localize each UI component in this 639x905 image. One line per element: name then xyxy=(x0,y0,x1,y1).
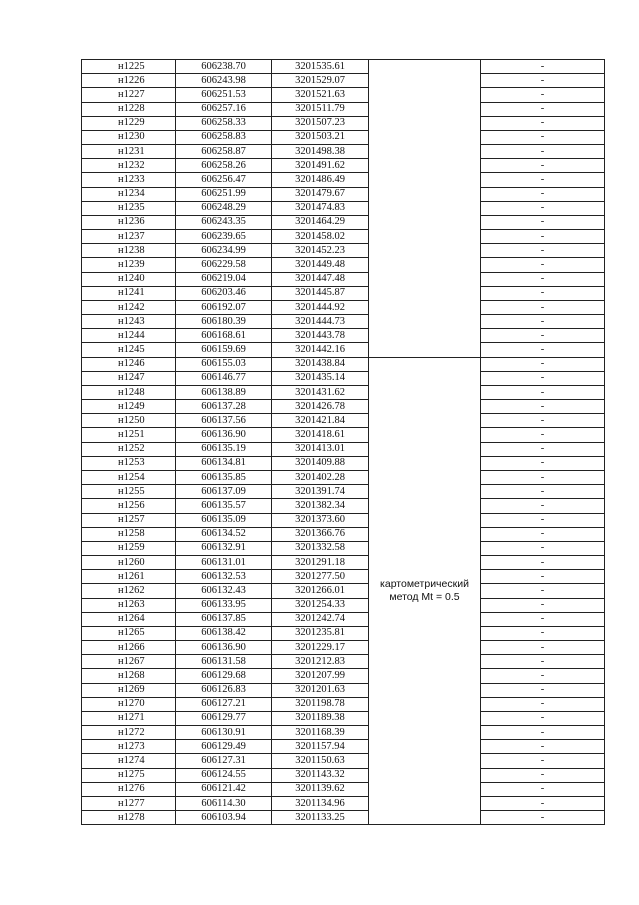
table-row xyxy=(82,485,605,499)
y-coordinate-cell: 3201229.17 xyxy=(272,641,369,655)
table-row xyxy=(82,683,605,697)
y-coordinate-cell: 3201444.92 xyxy=(272,300,369,314)
x-coordinate-cell: 606124.55 xyxy=(176,768,272,782)
y-coordinate-cell: 3201464.29 xyxy=(272,215,369,229)
x-coordinate-cell: 606114.30 xyxy=(176,796,272,810)
x-coordinate-cell: 606137.85 xyxy=(176,612,272,626)
x-coordinate-cell: 606131.01 xyxy=(176,556,272,570)
y-coordinate-cell: 3201444.73 xyxy=(272,315,369,329)
point-id-cell: н1228 xyxy=(82,102,176,116)
y-coordinate-cell: 3201157.94 xyxy=(272,740,369,754)
accuracy-cell: - xyxy=(481,258,605,272)
y-coordinate-cell: 3201443.78 xyxy=(272,329,369,343)
method-cell: картометрический метод Mt = 0.5 xyxy=(369,357,481,825)
point-id-cell: н1272 xyxy=(82,726,176,740)
point-id-cell: н1227 xyxy=(82,88,176,102)
table-row xyxy=(82,655,605,669)
y-coordinate-cell: 3201498.38 xyxy=(272,145,369,159)
table-row xyxy=(82,697,605,711)
y-coordinate-cell: 3201366.76 xyxy=(272,527,369,541)
x-coordinate-cell: 606138.42 xyxy=(176,626,272,640)
point-id-cell: н1236 xyxy=(82,215,176,229)
table-row xyxy=(82,499,605,513)
accuracy-cell: - xyxy=(481,683,605,697)
table-row xyxy=(82,584,605,598)
accuracy-cell: - xyxy=(481,811,605,825)
accuracy-cell: - xyxy=(481,796,605,810)
x-coordinate-cell: 606243.35 xyxy=(176,215,272,229)
table-row xyxy=(82,371,605,385)
accuracy-cell: - xyxy=(481,74,605,88)
accuracy-cell: - xyxy=(481,485,605,499)
table-row xyxy=(82,740,605,754)
y-coordinate-cell: 3201212.83 xyxy=(272,655,369,669)
point-id-cell: н1232 xyxy=(82,159,176,173)
x-coordinate-cell: 606134.81 xyxy=(176,456,272,470)
accuracy-cell: - xyxy=(481,782,605,796)
accuracy-cell: - xyxy=(481,145,605,159)
y-coordinate-cell: 3201447.48 xyxy=(272,272,369,286)
y-coordinate-cell: 3201277.50 xyxy=(272,570,369,584)
table-row xyxy=(82,385,605,399)
x-coordinate-cell: 606137.09 xyxy=(176,485,272,499)
accuracy-cell: - xyxy=(481,400,605,414)
point-id-cell: н1248 xyxy=(82,385,176,399)
x-coordinate-cell: 606135.09 xyxy=(176,513,272,527)
point-id-cell: н1255 xyxy=(82,485,176,499)
coordinates-table xyxy=(81,59,605,825)
y-coordinate-cell: 3201535.61 xyxy=(272,60,369,74)
table-row xyxy=(82,74,605,88)
x-coordinate-cell: 606137.56 xyxy=(176,414,272,428)
accuracy-cell: - xyxy=(481,711,605,725)
x-coordinate-cell: 606138.89 xyxy=(176,385,272,399)
point-id-cell: н1252 xyxy=(82,442,176,456)
y-coordinate-cell: 3201189.38 xyxy=(272,711,369,725)
point-id-cell: н1269 xyxy=(82,683,176,697)
point-id-cell: н1260 xyxy=(82,556,176,570)
y-coordinate-cell: 3201418.61 xyxy=(272,428,369,442)
x-coordinate-cell: 606129.68 xyxy=(176,669,272,683)
accuracy-cell: - xyxy=(481,527,605,541)
y-coordinate-cell: 3201332.58 xyxy=(272,541,369,555)
accuracy-cell: - xyxy=(481,300,605,314)
accuracy-cell: - xyxy=(481,343,605,357)
y-coordinate-cell: 3201291.18 xyxy=(272,556,369,570)
accuracy-cell: - xyxy=(481,385,605,399)
x-coordinate-cell: 606136.90 xyxy=(176,641,272,655)
y-coordinate-cell: 3201168.39 xyxy=(272,726,369,740)
table-row xyxy=(82,357,605,371)
table-row xyxy=(82,60,605,74)
x-coordinate-cell: 606135.19 xyxy=(176,442,272,456)
y-coordinate-cell: 3201442.16 xyxy=(272,343,369,357)
y-coordinate-cell: 3201207.99 xyxy=(272,669,369,683)
accuracy-cell: - xyxy=(481,669,605,683)
accuracy-cell: - xyxy=(481,470,605,484)
x-coordinate-cell: 606168.61 xyxy=(176,329,272,343)
accuracy-cell: - xyxy=(481,726,605,740)
accuracy-cell: - xyxy=(481,286,605,300)
table-row xyxy=(82,754,605,768)
table-row xyxy=(82,669,605,683)
y-coordinate-cell: 3201503.21 xyxy=(272,130,369,144)
x-coordinate-cell: 606137.28 xyxy=(176,400,272,414)
accuracy-cell: - xyxy=(481,130,605,144)
point-id-cell: н1250 xyxy=(82,414,176,428)
x-coordinate-cell: 606229.58 xyxy=(176,258,272,272)
table-row xyxy=(82,626,605,640)
point-id-cell: н1271 xyxy=(82,711,176,725)
y-coordinate-cell: 3201421.84 xyxy=(272,414,369,428)
accuracy-cell: - xyxy=(481,102,605,116)
table-row xyxy=(82,811,605,825)
table-row xyxy=(82,258,605,272)
x-coordinate-cell: 606159.69 xyxy=(176,343,272,357)
table-row xyxy=(82,768,605,782)
accuracy-cell: - xyxy=(481,626,605,640)
accuracy-cell: - xyxy=(481,187,605,201)
coordinates-table-body xyxy=(82,60,605,825)
point-id-cell: н1276 xyxy=(82,782,176,796)
table-row xyxy=(82,230,605,244)
y-coordinate-cell: 3201266.01 xyxy=(272,584,369,598)
x-coordinate-cell: 606258.26 xyxy=(176,159,272,173)
table-row xyxy=(82,300,605,314)
point-id-cell: н1241 xyxy=(82,286,176,300)
y-coordinate-cell: 3201458.02 xyxy=(272,230,369,244)
accuracy-cell: - xyxy=(481,329,605,343)
point-id-cell: н1258 xyxy=(82,527,176,541)
point-id-cell: н1251 xyxy=(82,428,176,442)
accuracy-cell: - xyxy=(481,556,605,570)
table-row xyxy=(82,442,605,456)
y-coordinate-cell: 3201511.79 xyxy=(272,102,369,116)
table-row xyxy=(82,456,605,470)
point-id-cell: н1246 xyxy=(82,357,176,371)
table-row xyxy=(82,173,605,187)
y-coordinate-cell: 3201435.14 xyxy=(272,371,369,385)
accuracy-cell: - xyxy=(481,655,605,669)
point-id-cell: н1242 xyxy=(82,300,176,314)
x-coordinate-cell: 606239.65 xyxy=(176,230,272,244)
table-row xyxy=(82,556,605,570)
y-coordinate-cell: 3201235.81 xyxy=(272,626,369,640)
point-id-cell: н1259 xyxy=(82,541,176,555)
table-row xyxy=(82,428,605,442)
accuracy-cell: - xyxy=(481,159,605,173)
table-row xyxy=(82,272,605,286)
table-row xyxy=(82,612,605,626)
accuracy-cell: - xyxy=(481,740,605,754)
table-row xyxy=(82,598,605,612)
accuracy-cell: - xyxy=(481,60,605,74)
accuracy-cell: - xyxy=(481,612,605,626)
point-id-cell: н1257 xyxy=(82,513,176,527)
x-coordinate-cell: 606146.77 xyxy=(176,371,272,385)
table-row xyxy=(82,513,605,527)
accuracy-cell: - xyxy=(481,513,605,527)
x-coordinate-cell: 606134.52 xyxy=(176,527,272,541)
accuracy-cell: - xyxy=(481,315,605,329)
x-coordinate-cell: 606258.87 xyxy=(176,145,272,159)
table-row xyxy=(82,286,605,300)
y-coordinate-cell: 3201521.63 xyxy=(272,88,369,102)
y-coordinate-cell: 3201133.25 xyxy=(272,811,369,825)
table-row xyxy=(82,130,605,144)
y-coordinate-cell: 3201445.87 xyxy=(272,286,369,300)
x-coordinate-cell: 606129.77 xyxy=(176,711,272,725)
point-id-cell: н1247 xyxy=(82,371,176,385)
point-id-cell: н1274 xyxy=(82,754,176,768)
accuracy-cell: - xyxy=(481,768,605,782)
accuracy-cell: - xyxy=(481,442,605,456)
accuracy-cell: - xyxy=(481,244,605,258)
table-row xyxy=(82,726,605,740)
x-coordinate-cell: 606121.42 xyxy=(176,782,272,796)
y-coordinate-cell: 3201402.28 xyxy=(272,470,369,484)
x-coordinate-cell: 606135.85 xyxy=(176,470,272,484)
accuracy-cell: - xyxy=(481,697,605,711)
point-id-cell: н1234 xyxy=(82,187,176,201)
point-id-cell: н1225 xyxy=(82,60,176,74)
y-coordinate-cell: 3201507.23 xyxy=(272,116,369,130)
point-id-cell: н1233 xyxy=(82,173,176,187)
accuracy-cell: - xyxy=(481,456,605,470)
x-coordinate-cell: 606129.49 xyxy=(176,740,272,754)
y-coordinate-cell: 3201391.74 xyxy=(272,485,369,499)
y-coordinate-cell: 3201529.07 xyxy=(272,74,369,88)
x-coordinate-cell: 606132.43 xyxy=(176,584,272,598)
y-coordinate-cell: 3201413.01 xyxy=(272,442,369,456)
y-coordinate-cell: 3201486.49 xyxy=(272,173,369,187)
point-id-cell: н1240 xyxy=(82,272,176,286)
x-coordinate-cell: 606251.99 xyxy=(176,187,272,201)
point-id-cell: н1245 xyxy=(82,343,176,357)
table-row xyxy=(82,782,605,796)
table-row xyxy=(82,527,605,541)
y-coordinate-cell: 3201438.84 xyxy=(272,357,369,371)
table-row xyxy=(82,244,605,258)
y-coordinate-cell: 3201373.60 xyxy=(272,513,369,527)
point-id-cell: н1244 xyxy=(82,329,176,343)
table-row xyxy=(82,541,605,555)
point-id-cell: н1265 xyxy=(82,626,176,640)
accuracy-cell: - xyxy=(481,215,605,229)
point-id-cell: н1268 xyxy=(82,669,176,683)
x-coordinate-cell: 606131.58 xyxy=(176,655,272,669)
x-coordinate-cell: 606203.46 xyxy=(176,286,272,300)
y-coordinate-cell: 3201479.67 xyxy=(272,187,369,201)
x-coordinate-cell: 606256.47 xyxy=(176,173,272,187)
point-id-cell: н1275 xyxy=(82,768,176,782)
point-id-cell: н1238 xyxy=(82,244,176,258)
table-row xyxy=(82,470,605,484)
accuracy-cell: - xyxy=(481,357,605,371)
point-id-cell: н1226 xyxy=(82,74,176,88)
y-coordinate-cell: 3201409.88 xyxy=(272,456,369,470)
accuracy-cell: - xyxy=(481,272,605,286)
accuracy-cell: - xyxy=(481,173,605,187)
accuracy-cell: - xyxy=(481,541,605,555)
table-row xyxy=(82,159,605,173)
x-coordinate-cell: 606251.53 xyxy=(176,88,272,102)
y-coordinate-cell: 3201139.62 xyxy=(272,782,369,796)
point-id-cell: н1256 xyxy=(82,499,176,513)
point-id-cell: н1249 xyxy=(82,400,176,414)
x-coordinate-cell: 606133.95 xyxy=(176,598,272,612)
table-row xyxy=(82,102,605,116)
table-row xyxy=(82,400,605,414)
accuracy-cell: - xyxy=(481,201,605,215)
method-cell xyxy=(369,60,481,358)
y-coordinate-cell: 3201254.33 xyxy=(272,598,369,612)
point-id-cell: н1230 xyxy=(82,130,176,144)
point-id-cell: н1263 xyxy=(82,598,176,612)
x-coordinate-cell: 606219.04 xyxy=(176,272,272,286)
table-row xyxy=(82,343,605,357)
x-coordinate-cell: 606155.03 xyxy=(176,357,272,371)
x-coordinate-cell: 606127.31 xyxy=(176,754,272,768)
y-coordinate-cell: 3201491.62 xyxy=(272,159,369,173)
table-row xyxy=(82,711,605,725)
x-coordinate-cell: 606238.70 xyxy=(176,60,272,74)
point-id-cell: н1270 xyxy=(82,697,176,711)
accuracy-cell: - xyxy=(481,414,605,428)
accuracy-cell: - xyxy=(481,88,605,102)
y-coordinate-cell: 3201474.83 xyxy=(272,201,369,215)
table-row xyxy=(82,315,605,329)
point-id-cell: н1254 xyxy=(82,470,176,484)
point-id-cell: н1231 xyxy=(82,145,176,159)
table-row xyxy=(82,145,605,159)
accuracy-cell: - xyxy=(481,116,605,130)
y-coordinate-cell: 3201134.96 xyxy=(272,796,369,810)
x-coordinate-cell: 606135.57 xyxy=(176,499,272,513)
x-coordinate-cell: 606132.91 xyxy=(176,541,272,555)
point-id-cell: н1229 xyxy=(82,116,176,130)
table-row xyxy=(82,201,605,215)
point-id-cell: н1266 xyxy=(82,641,176,655)
table-row xyxy=(82,796,605,810)
table-row xyxy=(82,641,605,655)
point-id-cell: н1264 xyxy=(82,612,176,626)
x-coordinate-cell: 606257.16 xyxy=(176,102,272,116)
x-coordinate-cell: 606234.99 xyxy=(176,244,272,258)
point-id-cell: н1261 xyxy=(82,570,176,584)
x-coordinate-cell: 606127.21 xyxy=(176,697,272,711)
point-id-cell: н1278 xyxy=(82,811,176,825)
y-coordinate-cell: 3201201.63 xyxy=(272,683,369,697)
x-coordinate-cell: 606130.91 xyxy=(176,726,272,740)
accuracy-cell: - xyxy=(481,230,605,244)
accuracy-cell: - xyxy=(481,428,605,442)
y-coordinate-cell: 3201452.23 xyxy=(272,244,369,258)
table-row xyxy=(82,414,605,428)
x-coordinate-cell: 606258.83 xyxy=(176,130,272,144)
table-row xyxy=(82,570,605,584)
x-coordinate-cell: 606248.29 xyxy=(176,201,272,215)
x-coordinate-cell: 606192.07 xyxy=(176,300,272,314)
point-id-cell: н1262 xyxy=(82,584,176,598)
y-coordinate-cell: 3201382.34 xyxy=(272,499,369,513)
y-coordinate-cell: 3201431.62 xyxy=(272,385,369,399)
x-coordinate-cell: 606243.98 xyxy=(176,74,272,88)
y-coordinate-cell: 3201198.78 xyxy=(272,697,369,711)
accuracy-cell: - xyxy=(481,371,605,385)
x-coordinate-cell: 606126.83 xyxy=(176,683,272,697)
x-coordinate-cell: 606180.39 xyxy=(176,315,272,329)
table-row xyxy=(82,187,605,201)
point-id-cell: н1273 xyxy=(82,740,176,754)
y-coordinate-cell: 3201426.78 xyxy=(272,400,369,414)
y-coordinate-cell: 3201449.48 xyxy=(272,258,369,272)
point-id-cell: н1243 xyxy=(82,315,176,329)
point-id-cell: н1267 xyxy=(82,655,176,669)
accuracy-cell: - xyxy=(481,570,605,584)
table-row xyxy=(82,215,605,229)
point-id-cell: н1235 xyxy=(82,201,176,215)
x-coordinate-cell: 606136.90 xyxy=(176,428,272,442)
accuracy-cell: - xyxy=(481,598,605,612)
accuracy-cell: - xyxy=(481,641,605,655)
y-coordinate-cell: 3201143.32 xyxy=(272,768,369,782)
point-id-cell: н1237 xyxy=(82,230,176,244)
table-row xyxy=(82,116,605,130)
y-coordinate-cell: 3201242.74 xyxy=(272,612,369,626)
x-coordinate-cell: 606132.53 xyxy=(176,570,272,584)
y-coordinate-cell: 3201150.63 xyxy=(272,754,369,768)
point-id-cell: н1277 xyxy=(82,796,176,810)
accuracy-cell: - xyxy=(481,754,605,768)
accuracy-cell: - xyxy=(481,584,605,598)
point-id-cell: н1239 xyxy=(82,258,176,272)
point-id-cell: н1253 xyxy=(82,456,176,470)
accuracy-cell: - xyxy=(481,499,605,513)
table-row xyxy=(82,88,605,102)
table-row xyxy=(82,329,605,343)
x-coordinate-cell: 606103.94 xyxy=(176,811,272,825)
x-coordinate-cell: 606258.33 xyxy=(176,116,272,130)
